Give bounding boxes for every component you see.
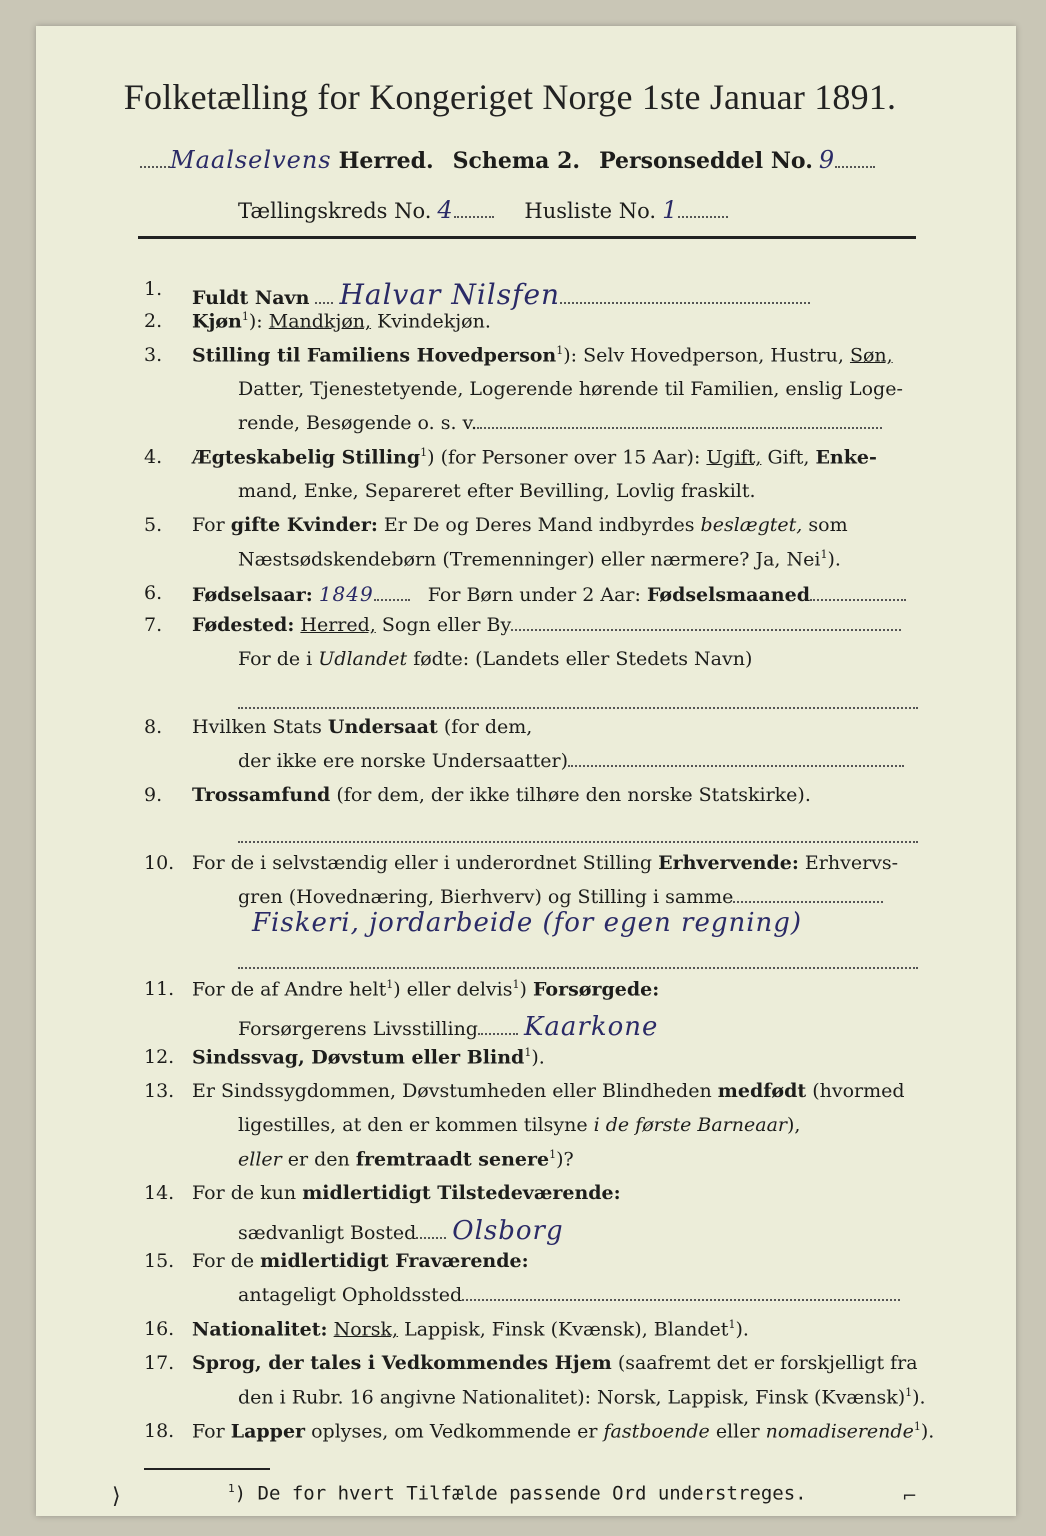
margin-mark-icon: ⌐ xyxy=(902,1486,918,1507)
item-medfodt xyxy=(192,1080,905,1102)
item-number: 15. xyxy=(144,1250,175,1272)
gifte-som: som xyxy=(808,514,848,536)
footnote xyxy=(228,1482,807,1504)
item-erhverv xyxy=(192,852,898,874)
erhverv-c: Erhvervs- xyxy=(804,852,899,874)
aegteskab-label: Ægteskabelig Stilling xyxy=(192,446,421,469)
sprog-label: Sprog, der tales i Vedkommendes Hjem xyxy=(192,1352,612,1374)
footnote-ref: 1 xyxy=(386,978,394,991)
fodested-l2a: For de i xyxy=(238,648,313,670)
gifte-text: Er De og Deres Mand indbyrdes xyxy=(383,514,695,536)
personseddel-value: 9 xyxy=(818,146,836,174)
aegteskab-ugift: Ugift, xyxy=(706,446,762,469)
tilstede-line2 xyxy=(238,1216,564,1246)
fuldt-navn-value: Halvar Nilsfen xyxy=(339,278,561,311)
stilling-text: ): Selv Hovedperson, Hustru, xyxy=(563,344,844,367)
kjon-label: Kjøn xyxy=(192,310,242,333)
item-number: 9. xyxy=(144,784,163,806)
tilstede-label: midlertidigt Tilstedeværende: xyxy=(302,1182,621,1204)
item-number: 7. xyxy=(144,614,163,636)
item-kjon xyxy=(192,310,491,332)
item-tilstede xyxy=(192,1182,621,1204)
undersaat-a: Hvilken Stats xyxy=(192,716,322,738)
footnote-ref: 1 xyxy=(524,1046,532,1059)
medfodt-l2b: i de første Barneaar xyxy=(593,1114,787,1136)
item-gifte-kvinder xyxy=(192,514,848,536)
footnote-ref: 1 xyxy=(241,310,249,323)
medfodt-l3b: er den xyxy=(287,1148,350,1171)
item-fuldt-navn xyxy=(192,278,810,311)
footnote-ref: 1 xyxy=(512,978,520,991)
fodselsaar-mid: For Børn under 2 Aar: xyxy=(427,584,641,606)
forsorgede-c: ) xyxy=(519,978,527,1001)
gifte-label: gifte Kvinder: xyxy=(230,514,378,536)
kjon-punct: ): xyxy=(248,310,263,333)
nationalitet-label: Nationalitet: xyxy=(192,1318,328,1341)
medfodt-label: medfødt xyxy=(717,1080,807,1102)
item-undersaat xyxy=(192,716,532,738)
item-forsorgede xyxy=(192,978,659,1000)
footnote-sup: 1 xyxy=(228,1482,235,1495)
item-number: 12. xyxy=(144,1046,175,1068)
lapper-fastboende: fastboende xyxy=(603,1420,710,1443)
erhverv-label: Erhvervende: xyxy=(658,852,799,874)
item-number: 5. xyxy=(144,514,163,536)
erhverv-line2-text: gren (Hovednæring, Bierhverv) og Stilling i samme xyxy=(238,886,734,908)
undersaat-label: Undersaat xyxy=(327,716,438,738)
medfodt-a: Er Sindssygdommen, Døvstumheden eller Blindheden xyxy=(192,1080,712,1102)
header-rule xyxy=(138,236,916,239)
margin-mark-icon: ⟩ xyxy=(112,1484,121,1509)
nationalitet-norsk: Norsk, xyxy=(333,1318,399,1341)
item-number: 16. xyxy=(144,1318,175,1340)
undersaat-line2-text: der ikke ere norske Undersaatter) xyxy=(238,750,568,772)
kreds-label: Tællingskreds No. xyxy=(238,199,432,223)
footnote-ref: 1 xyxy=(420,446,428,459)
item-number: 2. xyxy=(144,310,163,332)
fodested-l2b: Udlandet xyxy=(318,648,408,670)
personseddel-label: Personseddel No. xyxy=(599,148,813,174)
item-sindssvag xyxy=(192,1046,545,1068)
fodested-label: Fødested: xyxy=(192,614,295,636)
lapper-eller: eller xyxy=(715,1420,760,1443)
medfodt-eller: eller xyxy=(238,1148,282,1171)
gifte-for: For xyxy=(192,514,225,536)
sprog-text: (saafremt det er forskjelligt fra xyxy=(617,1352,918,1374)
erhverv-value: Fiskeri, jordarbeide (for egen regning) xyxy=(252,908,803,938)
herred-label: Herred. xyxy=(338,148,434,174)
stilling-label: Stilling til Familiens Hovedperson xyxy=(192,344,557,367)
item-number: 4. xyxy=(144,446,163,468)
forsorgede-a: For de af Andre helt xyxy=(192,978,387,1001)
fodested-l2c: fødte: (Landets eller Stedets Navn) xyxy=(413,648,753,670)
item-number: 6. xyxy=(144,582,163,604)
item-fodselsaar xyxy=(192,582,906,606)
forsorgede-label: Forsørgede: xyxy=(532,978,660,1001)
medfodt-line2 xyxy=(238,1114,800,1136)
husliste-label: Husliste No. xyxy=(524,199,657,223)
item-number: 8. xyxy=(144,716,163,738)
footnote-ref: 1 xyxy=(820,548,828,561)
fuldt-navn-label: Fuldt Navn xyxy=(192,287,310,309)
medfodt-l3d: )? xyxy=(556,1148,574,1171)
erhverv-line2 xyxy=(238,886,883,908)
medfodt-c: (hvormed xyxy=(812,1080,905,1102)
item-nationalitet xyxy=(192,1318,749,1340)
lapper-c: oplyses, om Vedkommende er xyxy=(311,1420,598,1443)
herred-line xyxy=(140,146,875,174)
fodested-herred: Herred, xyxy=(300,614,376,636)
footnote-rule xyxy=(144,1468,270,1470)
nationalitet-end: ). xyxy=(735,1318,749,1341)
footnote-text: ) De for hvert Tilfælde passende Ord understreges. xyxy=(234,1482,807,1505)
item-number: 10. xyxy=(144,852,175,874)
sindssvag-label: Sindssvag, Døvstum eller Blind xyxy=(192,1046,525,1069)
gifte-line2-text: Næstsødskendebørn (Tremenninger) eller nærmere? Ja, Nei xyxy=(238,548,821,571)
tilstede-line2-text: sædvanligt Bosted xyxy=(238,1222,417,1244)
aegteskab-line2: mand, Enke, Separeret efter Bevilling, Lovlig fraskilt. xyxy=(238,480,756,502)
forsorgede-b: ) eller delvis xyxy=(393,978,513,1001)
fodselsmaaned-label: Fødselsmaaned xyxy=(646,584,810,606)
husliste-value: 1 xyxy=(662,196,679,224)
sindssvag-end: ). xyxy=(531,1046,545,1069)
item-number: 1. xyxy=(144,278,163,300)
footnote-ref: 1 xyxy=(556,344,564,357)
fodested-rest: Sogn eller By xyxy=(381,614,512,636)
undersaat-line2 xyxy=(238,750,904,772)
kreds-line xyxy=(238,196,728,224)
form-title: Folketælling for Kongeriget Norge 1ste Januar 1891. xyxy=(123,77,897,117)
schema-label: Schema 2. xyxy=(452,148,581,174)
item-aegteskab xyxy=(192,446,877,468)
fravaerende-line2 xyxy=(238,1284,900,1306)
item-number: 14. xyxy=(144,1182,175,1204)
medfodt-line3 xyxy=(238,1148,574,1170)
trossamfund-dotline xyxy=(238,828,918,847)
fravaerende-a: For de xyxy=(192,1250,255,1272)
lapper-nomadiserende: nomadiserende xyxy=(765,1420,914,1443)
item-number: 18. xyxy=(144,1420,175,1442)
gifte-line2 xyxy=(238,548,841,570)
gifte-line2-end: ). xyxy=(827,548,841,571)
item-stilling xyxy=(192,344,893,366)
forsorger-value: Kaarkone xyxy=(523,1012,659,1042)
nationalitet-rest: Lappisk, Finsk (Kvænsk), Blandet xyxy=(404,1318,729,1341)
item-fodested xyxy=(192,614,901,636)
tilstede-a: For de kun xyxy=(192,1182,297,1204)
footnote-ref: 1 xyxy=(728,1318,736,1331)
item-trossamfund xyxy=(192,784,811,806)
aegteskab-enke: Enke- xyxy=(815,446,877,469)
lapper-label: Lapper xyxy=(230,1420,306,1443)
gifte-beslaegtet: beslægtet, xyxy=(700,514,803,536)
kreds-value: 4 xyxy=(437,196,454,224)
fodselsaar-value: 1849 xyxy=(318,582,374,606)
erhverv-a: For de i selvstændig eller i underordnet Stilling xyxy=(192,852,653,874)
kjon-mandkjon: Mandkjøn, xyxy=(268,310,372,333)
item-sprog xyxy=(192,1352,918,1374)
sprog-line2-end: ). xyxy=(912,1386,926,1409)
lapper-a: For xyxy=(192,1420,225,1443)
lapper-end: ). xyxy=(920,1420,935,1443)
undersaat-c: (for dem, xyxy=(443,716,533,738)
trossamfund-text: (for dem, der ikke tilhøre den norske Statskirke). xyxy=(336,784,811,806)
item-number: 13. xyxy=(144,1080,175,1102)
erhverv-value-line xyxy=(238,908,928,938)
erhverv-dotline xyxy=(238,954,918,973)
stilling-line3 xyxy=(238,412,882,434)
medfodt-l2a: ligestilles, at den er kommen tilsyne xyxy=(238,1114,588,1136)
trossamfund-label: Trossamfund xyxy=(192,784,331,806)
aegteskab-text: ) (for Personer over 15 Aar): xyxy=(427,446,701,469)
footnote-ref: 1 xyxy=(549,1148,557,1161)
fodested-dotline xyxy=(238,694,918,713)
fodested-line2 xyxy=(238,648,752,670)
kjon-kvindekjon: Kvindekjøn. xyxy=(377,310,491,333)
stilling-son: Søn, xyxy=(849,344,893,367)
item-number: 11. xyxy=(144,978,175,1000)
fodselsaar-label: Fødselsaar: xyxy=(192,584,313,606)
stilling-line3-text: rende, Besøgende o. s. v. xyxy=(238,412,478,434)
bosted-value: Olsborg xyxy=(452,1216,564,1246)
sprog-line2 xyxy=(238,1386,926,1408)
item-number: 17. xyxy=(144,1352,175,1374)
forsorgede-line2 xyxy=(238,1012,658,1042)
footnote-ref: 1 xyxy=(905,1386,913,1399)
item-lapper xyxy=(192,1420,934,1442)
footnote-ref: 1 xyxy=(913,1420,921,1433)
medfodt-senere: fremtraadt senere xyxy=(355,1148,550,1171)
item-fravaerende xyxy=(192,1250,529,1272)
sprog-line2-text: den i Rubr. 16 angivne Nationalitet): Norsk, Lappisk, Finsk (Kvænsk) xyxy=(238,1386,906,1409)
medfodt-l2c: ), xyxy=(787,1114,801,1136)
stilling-line2: Datter, Tjenestetyende, Logerende hørende til Familien, enslig Loge- xyxy=(238,378,903,400)
herred-value: Maalselvens xyxy=(170,146,332,174)
aegteskab-gift: Gift, xyxy=(767,446,810,469)
forsorgede-line2-text: Forsørgerens Livsstilling xyxy=(238,1018,478,1040)
item-number: 3. xyxy=(144,344,163,366)
fravaerende-line2-text: antageligt Opholdssted xyxy=(238,1284,463,1306)
fravaerende-label: midlertidigt Fraværende: xyxy=(260,1250,529,1272)
